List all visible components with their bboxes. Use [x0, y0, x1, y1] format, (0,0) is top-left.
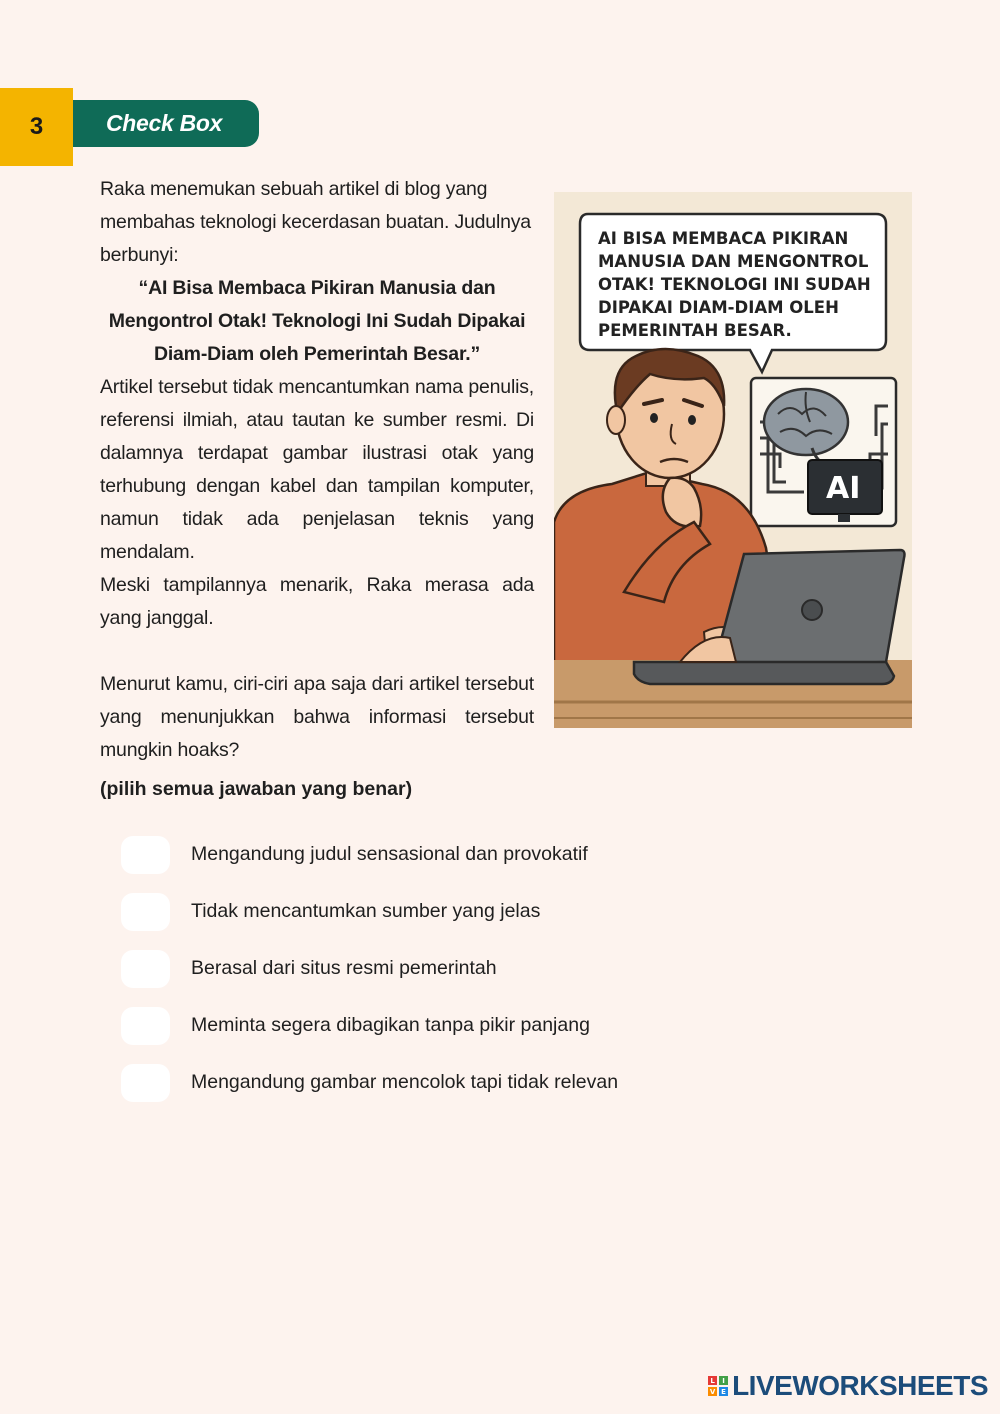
- speech-line: PEMERINTAH BESAR.: [598, 321, 792, 340]
- logo-text: LIVEWORKSHEETS: [732, 1370, 988, 1401]
- logo-mark: [708, 1376, 728, 1396]
- section-number: 3: [0, 88, 73, 166]
- checkbox[interactable]: [121, 950, 170, 988]
- speech-line: AI BISA MEMBACA PIKIRAN: [598, 229, 849, 248]
- checkbox[interactable]: [121, 893, 170, 931]
- logo-letter: V: [709, 1387, 716, 1396]
- option-row[interactable]: [121, 826, 618, 883]
- ai-label: AI: [826, 471, 861, 506]
- liveworksheets-logo[interactable]: [708, 1370, 988, 1402]
- option-label[interactable]: Mengandung gambar mencolok tapi tidak relevan: [191, 1071, 619, 1093]
- logo-letter: L: [708, 1376, 717, 1385]
- checkbox[interactable]: [121, 836, 170, 874]
- section-title: Check Box: [73, 100, 259, 147]
- option-label[interactable]: Tidak mencantumkan sumber yang jelas: [191, 900, 541, 922]
- story-text: [100, 173, 534, 767]
- brain-ai-panel: [751, 378, 896, 526]
- speech-line: DIPAKAI DIAM-DIAM OLEH: [598, 298, 839, 317]
- option-row[interactable]: [121, 883, 618, 940]
- question-text: Menurut kamu, ciri-ciri apa saja dari artikel tersebut yang menunjukkan bahwa informasi tersebut mungkin hoaks?: [100, 673, 534, 761]
- logo-letter: I: [719, 1376, 728, 1385]
- option-label[interactable]: Meminta segera dibagikan tanpa pikir panjang: [191, 1014, 590, 1036]
- options-list: [121, 826, 618, 1111]
- story-intro: Raka menemukan sebuah artikel di blog yang membahas teknologi kecerdasan buatan. Judulnya berbunyi:: [100, 178, 531, 266]
- story-paragraph-1: Artikel tersebut tidak mencantumkan nama penulis, referensi ilmiah, atau tautan ke sumber resmi. Di dalamnya terdapat gambar ilustrasi otak yang terhubung dengan kabel dan tampilan komputer, namun tidak ada penjelasan teknis yang mendalam.: [100, 376, 534, 563]
- article-headline: “AI Bisa Membaca Pikiran Manusia dan Mengontrol Otak! Teknologi Ini Sudah Dipakai Diam-Diam oleh Pemerintah Besar.”: [108, 277, 526, 365]
- story-paragraph-2: Meski tampilannya menarik, Raka merasa ada yang janggal.: [100, 574, 534, 629]
- option-row[interactable]: [121, 997, 618, 1054]
- speech-line: MANUSIA DAN MENGONTROL: [598, 252, 869, 271]
- logo-letter: E: [719, 1387, 728, 1396]
- speech-bubble: [580, 214, 886, 372]
- option-label[interactable]: Berasal dari situs resmi pemerintah: [191, 957, 497, 979]
- option-label[interactable]: Mengandung judul sensasional dan provokatif: [191, 843, 588, 865]
- option-row[interactable]: [121, 1054, 618, 1111]
- instruction-text: (pilih semua jawaban yang benar): [100, 778, 413, 800]
- speech-line: OTAK! TEKNOLOGI INI SUDAH: [598, 275, 871, 294]
- checkbox[interactable]: [121, 1064, 170, 1102]
- illustration: [554, 192, 912, 728]
- checkbox[interactable]: [121, 1007, 170, 1045]
- option-row[interactable]: [121, 940, 618, 997]
